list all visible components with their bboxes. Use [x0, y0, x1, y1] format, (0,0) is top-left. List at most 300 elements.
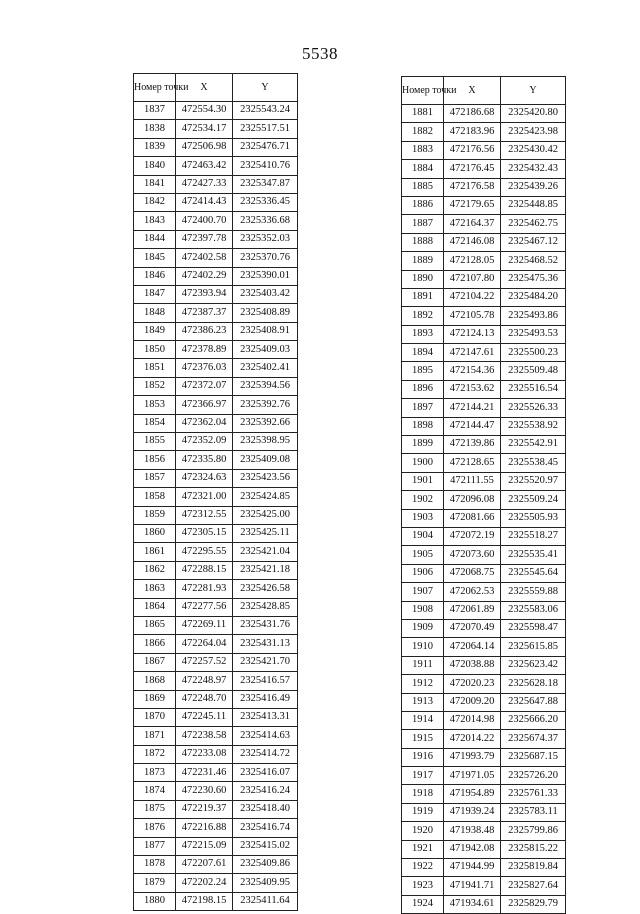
point-number-cell: 1894 — [402, 344, 444, 362]
table-row — [134, 616, 298, 634]
y-coordinate-cell: 2325545.64 — [501, 564, 566, 582]
y-coordinate-cell: 2325409.08 — [233, 451, 298, 469]
point-number-cell: 1890 — [402, 270, 444, 288]
table-row — [402, 105, 566, 123]
point-number-cell: 1839 — [134, 138, 176, 156]
x-coordinate-cell: 472295.55 — [176, 543, 233, 561]
x-coordinate-cell: 472248.97 — [176, 672, 233, 690]
y-coordinate-cell: 2325484.20 — [501, 288, 566, 306]
table-row — [402, 675, 566, 693]
table-row — [402, 399, 566, 417]
point-number-cell: 1909 — [402, 619, 444, 637]
point-number-cell: 1847 — [134, 285, 176, 303]
x-coordinate-cell: 471993.79 — [444, 748, 501, 766]
point-number-cell: 1848 — [134, 304, 176, 322]
table-row — [402, 509, 566, 527]
table-row — [134, 304, 298, 322]
y-coordinate-cell: 2325583.06 — [501, 601, 566, 619]
point-number-cell: 1900 — [402, 454, 444, 472]
point-number-cell: 1858 — [134, 488, 176, 506]
x-coordinate-cell: 472376.03 — [176, 359, 233, 377]
table-row — [402, 288, 566, 306]
y-coordinate-cell: 2325411.64 — [233, 892, 298, 910]
x-coordinate-cell: 472554.30 — [176, 102, 233, 120]
y-coordinate-cell: 2325598.47 — [501, 619, 566, 637]
header-point-number: Номер точки — [402, 77, 444, 105]
x-coordinate-cell: 472402.29 — [176, 267, 233, 285]
y-coordinate-cell: 2325425.11 — [233, 524, 298, 542]
y-coordinate-cell: 2325559.88 — [501, 583, 566, 601]
point-number-cell: 1838 — [134, 120, 176, 138]
x-coordinate-cell: 472378.89 — [176, 341, 233, 359]
table-row — [402, 527, 566, 545]
point-number-cell: 1846 — [134, 267, 176, 285]
table-row — [402, 638, 566, 656]
point-number-cell: 1850 — [134, 341, 176, 359]
point-number-cell: 1922 — [402, 859, 444, 877]
x-coordinate-cell: 471938.48 — [444, 822, 501, 840]
table-row — [134, 175, 298, 193]
table-row — [402, 803, 566, 821]
point-number-cell: 1889 — [402, 252, 444, 270]
x-coordinate-cell: 472128.65 — [444, 454, 501, 472]
table-row — [402, 840, 566, 858]
table-row — [134, 267, 298, 285]
point-number-cell: 1883 — [402, 141, 444, 159]
x-coordinate-cell: 471971.05 — [444, 767, 501, 785]
y-coordinate-cell: 2325687.15 — [501, 748, 566, 766]
table-row — [134, 800, 298, 818]
x-coordinate-cell: 472352.09 — [176, 433, 233, 451]
table-row — [402, 583, 566, 601]
y-coordinate-cell: 2325403.42 — [233, 285, 298, 303]
y-coordinate-cell: 2325424.85 — [233, 488, 298, 506]
y-coordinate-cell: 2325829.79 — [501, 895, 566, 913]
point-number-cell: 1853 — [134, 396, 176, 414]
y-coordinate-cell: 2325421.70 — [233, 653, 298, 671]
y-coordinate-cell: 2325623.42 — [501, 656, 566, 674]
point-number-cell: 1912 — [402, 675, 444, 693]
point-number-cell: 1895 — [402, 362, 444, 380]
point-number-cell: 1899 — [402, 436, 444, 454]
y-coordinate-cell: 2325448.85 — [501, 196, 566, 214]
table-row — [134, 230, 298, 248]
y-coordinate-cell: 2325423.56 — [233, 469, 298, 487]
point-number-cell: 1837 — [134, 102, 176, 120]
table-row — [134, 433, 298, 451]
y-coordinate-cell: 2325370.76 — [233, 249, 298, 267]
x-coordinate-cell: 472146.08 — [444, 233, 501, 251]
table-row — [134, 561, 298, 579]
table-row — [134, 874, 298, 892]
x-coordinate-cell: 472277.56 — [176, 598, 233, 616]
table-body-left — [134, 102, 298, 911]
table-row — [134, 856, 298, 874]
x-coordinate-cell: 472124.13 — [444, 325, 501, 343]
y-coordinate-cell: 2325815.22 — [501, 840, 566, 858]
x-coordinate-cell: 472321.00 — [176, 488, 233, 506]
table-row — [134, 837, 298, 855]
point-number-cell: 1870 — [134, 708, 176, 726]
point-number-cell: 1857 — [134, 469, 176, 487]
point-number-cell: 1877 — [134, 837, 176, 855]
x-coordinate-cell: 472393.94 — [176, 285, 233, 303]
table-row — [402, 748, 566, 766]
y-coordinate-cell: 2325538.92 — [501, 417, 566, 435]
x-coordinate-cell: 472186.68 — [444, 105, 501, 123]
header-x: X — [176, 74, 233, 102]
table-row — [402, 215, 566, 233]
point-number-cell: 1916 — [402, 748, 444, 766]
table-row — [134, 193, 298, 211]
table-row — [402, 785, 566, 803]
table-row — [402, 895, 566, 913]
point-number-cell: 1881 — [402, 105, 444, 123]
x-coordinate-cell: 472427.33 — [176, 175, 233, 193]
y-coordinate-cell: 2325421.18 — [233, 561, 298, 579]
point-number-cell: 1897 — [402, 399, 444, 417]
y-coordinate-cell: 2325431.76 — [233, 616, 298, 634]
y-coordinate-cell: 2325500.23 — [501, 344, 566, 362]
x-coordinate-cell: 472014.22 — [444, 730, 501, 748]
y-coordinate-cell: 2325415.02 — [233, 837, 298, 855]
x-coordinate-cell: 472202.24 — [176, 874, 233, 892]
y-coordinate-cell: 2325352.03 — [233, 230, 298, 248]
x-coordinate-cell: 472534.17 — [176, 120, 233, 138]
x-coordinate-cell: 472335.80 — [176, 451, 233, 469]
table-row — [402, 730, 566, 748]
y-coordinate-cell: 2325416.24 — [233, 782, 298, 800]
x-coordinate-cell: 471941.71 — [444, 877, 501, 895]
x-coordinate-cell: 472248.70 — [176, 690, 233, 708]
table-row — [402, 564, 566, 582]
x-coordinate-cell: 472073.60 — [444, 546, 501, 564]
x-coordinate-cell: 472164.37 — [444, 215, 501, 233]
point-number-cell: 1854 — [134, 414, 176, 432]
x-coordinate-cell: 472147.61 — [444, 344, 501, 362]
x-coordinate-cell: 472111.55 — [444, 472, 501, 490]
table-row — [134, 580, 298, 598]
x-coordinate-cell: 472064.14 — [444, 638, 501, 656]
y-coordinate-cell: 2325409.86 — [233, 856, 298, 874]
point-number-cell: 1868 — [134, 672, 176, 690]
y-coordinate-cell: 2325428.85 — [233, 598, 298, 616]
point-number-cell: 1841 — [134, 175, 176, 193]
table-row — [134, 120, 298, 138]
table-row — [402, 178, 566, 196]
x-coordinate-cell: 472038.88 — [444, 656, 501, 674]
table-row — [134, 138, 298, 156]
table-row — [402, 711, 566, 729]
x-coordinate-cell: 472068.75 — [444, 564, 501, 582]
y-coordinate-cell: 2325783.11 — [501, 803, 566, 821]
table-header-row — [402, 77, 566, 105]
point-number-cell: 1875 — [134, 800, 176, 818]
table-row — [402, 767, 566, 785]
point-number-cell: 1876 — [134, 819, 176, 837]
table-row — [134, 285, 298, 303]
point-number-cell: 1843 — [134, 212, 176, 230]
point-number-cell: 1860 — [134, 524, 176, 542]
point-number-cell: 1859 — [134, 506, 176, 524]
x-coordinate-cell: 472231.46 — [176, 764, 233, 782]
y-coordinate-cell: 2325392.66 — [233, 414, 298, 432]
point-number-cell: 1861 — [134, 543, 176, 561]
page-number: 5538 — [302, 44, 338, 63]
point-number-cell: 1891 — [402, 288, 444, 306]
point-number-cell: 1907 — [402, 583, 444, 601]
x-coordinate-cell: 472215.09 — [176, 837, 233, 855]
point-number-cell: 1873 — [134, 764, 176, 782]
table-row — [134, 157, 298, 175]
x-coordinate-cell: 472072.19 — [444, 527, 501, 545]
x-coordinate-cell: 472153.62 — [444, 380, 501, 398]
point-number-cell: 1871 — [134, 727, 176, 745]
point-number-cell: 1885 — [402, 178, 444, 196]
y-coordinate-cell: 2325416.74 — [233, 819, 298, 837]
y-coordinate-cell: 2325408.89 — [233, 304, 298, 322]
point-number-cell: 1920 — [402, 822, 444, 840]
x-coordinate-cell: 471934.61 — [444, 895, 501, 913]
table-row — [134, 690, 298, 708]
table-row — [134, 598, 298, 616]
x-coordinate-cell: 472105.78 — [444, 307, 501, 325]
y-coordinate-cell: 2325425.00 — [233, 506, 298, 524]
point-number-cell: 1864 — [134, 598, 176, 616]
point-number-cell: 1878 — [134, 856, 176, 874]
table-row — [134, 653, 298, 671]
y-coordinate-cell: 2325430.42 — [501, 141, 566, 159]
y-coordinate-cell: 2325402.41 — [233, 359, 298, 377]
point-number-cell: 1845 — [134, 249, 176, 267]
point-number-cell: 1893 — [402, 325, 444, 343]
table-row — [134, 708, 298, 726]
y-coordinate-cell: 2325628.18 — [501, 675, 566, 693]
point-number-cell: 1874 — [134, 782, 176, 800]
table-row — [402, 472, 566, 490]
table-row — [402, 344, 566, 362]
y-coordinate-cell: 2325674.37 — [501, 730, 566, 748]
point-number-cell: 1869 — [134, 690, 176, 708]
table-row — [134, 414, 298, 432]
x-coordinate-cell: 472386.23 — [176, 322, 233, 340]
point-number-cell: 1906 — [402, 564, 444, 582]
table-row — [134, 764, 298, 782]
table-row — [402, 877, 566, 895]
x-coordinate-cell: 472233.08 — [176, 745, 233, 763]
coordinates-table-right — [401, 76, 566, 914]
y-coordinate-cell: 2325493.86 — [501, 307, 566, 325]
table-row — [402, 196, 566, 214]
table-row — [402, 270, 566, 288]
y-coordinate-cell: 2325413.31 — [233, 708, 298, 726]
x-coordinate-cell: 472397.78 — [176, 230, 233, 248]
table-row — [134, 819, 298, 837]
y-coordinate-cell: 2325516.54 — [501, 380, 566, 398]
y-coordinate-cell: 2325423.98 — [501, 123, 566, 141]
table-row — [402, 417, 566, 435]
x-coordinate-cell: 472463.42 — [176, 157, 233, 175]
x-coordinate-cell: 471954.89 — [444, 785, 501, 803]
x-coordinate-cell: 472061.89 — [444, 601, 501, 619]
y-coordinate-cell: 2325467.12 — [501, 233, 566, 251]
y-coordinate-cell: 2325418.40 — [233, 800, 298, 818]
point-number-cell: 1865 — [134, 616, 176, 634]
y-coordinate-cell: 2325414.72 — [233, 745, 298, 763]
point-number-cell: 1917 — [402, 767, 444, 785]
x-coordinate-cell: 472324.63 — [176, 469, 233, 487]
table-row — [402, 307, 566, 325]
x-coordinate-cell: 472216.88 — [176, 819, 233, 837]
y-coordinate-cell: 2325392.76 — [233, 396, 298, 414]
x-coordinate-cell: 472014.98 — [444, 711, 501, 729]
table-row — [134, 396, 298, 414]
y-coordinate-cell: 2325347.87 — [233, 175, 298, 193]
y-coordinate-cell: 2325520.97 — [501, 472, 566, 490]
x-coordinate-cell: 472081.66 — [444, 509, 501, 527]
point-number-cell: 1905 — [402, 546, 444, 564]
y-coordinate-cell: 2325468.52 — [501, 252, 566, 270]
y-coordinate-cell: 2325414.63 — [233, 727, 298, 745]
point-number-cell: 1908 — [402, 601, 444, 619]
y-coordinate-cell: 2325505.93 — [501, 509, 566, 527]
table-row — [134, 249, 298, 267]
y-coordinate-cell: 2325543.24 — [233, 102, 298, 120]
coordinates-table-left — [133, 73, 298, 911]
table-row — [402, 601, 566, 619]
x-coordinate-cell: 472238.58 — [176, 727, 233, 745]
point-number-cell: 1866 — [134, 635, 176, 653]
table-row — [134, 672, 298, 690]
table-row — [402, 123, 566, 141]
y-coordinate-cell: 2325819.84 — [501, 859, 566, 877]
table-row — [402, 252, 566, 270]
y-coordinate-cell: 2325462.75 — [501, 215, 566, 233]
table-row — [134, 212, 298, 230]
table-row — [134, 102, 298, 120]
point-number-cell: 1902 — [402, 491, 444, 509]
table-row — [402, 859, 566, 877]
y-coordinate-cell: 2325476.71 — [233, 138, 298, 156]
x-coordinate-cell: 472372.07 — [176, 377, 233, 395]
y-coordinate-cell: 2325518.27 — [501, 527, 566, 545]
y-coordinate-cell: 2325420.80 — [501, 105, 566, 123]
table-row — [402, 233, 566, 251]
y-coordinate-cell: 2325509.48 — [501, 362, 566, 380]
x-coordinate-cell: 472207.61 — [176, 856, 233, 874]
table-row — [402, 656, 566, 674]
table-row — [402, 380, 566, 398]
x-coordinate-cell: 472245.11 — [176, 708, 233, 726]
point-number-cell: 1872 — [134, 745, 176, 763]
y-coordinate-cell: 2325416.07 — [233, 764, 298, 782]
point-number-cell: 1918 — [402, 785, 444, 803]
y-coordinate-cell: 2325509.24 — [501, 491, 566, 509]
point-number-cell: 1901 — [402, 472, 444, 490]
x-coordinate-cell: 472176.58 — [444, 178, 501, 196]
y-coordinate-cell: 2325394.56 — [233, 377, 298, 395]
y-coordinate-cell: 2325535.41 — [501, 546, 566, 564]
table-row — [134, 359, 298, 377]
point-number-cell: 1852 — [134, 377, 176, 395]
table-row — [134, 322, 298, 340]
y-coordinate-cell: 2325416.57 — [233, 672, 298, 690]
header-point-number: Номер точки — [134, 74, 176, 102]
y-coordinate-cell: 2325336.45 — [233, 193, 298, 211]
table-row — [134, 892, 298, 910]
point-number-cell: 1887 — [402, 215, 444, 233]
y-coordinate-cell: 2325409.95 — [233, 874, 298, 892]
x-coordinate-cell: 472366.97 — [176, 396, 233, 414]
point-number-cell: 1921 — [402, 840, 444, 858]
table-row — [134, 543, 298, 561]
x-coordinate-cell: 472402.58 — [176, 249, 233, 267]
x-coordinate-cell: 472154.36 — [444, 362, 501, 380]
point-number-cell: 1844 — [134, 230, 176, 248]
y-coordinate-cell: 2325726.20 — [501, 767, 566, 785]
point-number-cell: 1898 — [402, 417, 444, 435]
y-coordinate-cell: 2325615.85 — [501, 638, 566, 656]
point-number-cell: 1849 — [134, 322, 176, 340]
y-coordinate-cell: 2325410.76 — [233, 157, 298, 175]
table-row — [402, 160, 566, 178]
x-coordinate-cell: 472400.70 — [176, 212, 233, 230]
table-row — [402, 436, 566, 454]
y-coordinate-cell: 2325426.58 — [233, 580, 298, 598]
x-coordinate-cell: 472281.93 — [176, 580, 233, 598]
table-row — [402, 546, 566, 564]
y-coordinate-cell: 2325421.04 — [233, 543, 298, 561]
table-row — [402, 619, 566, 637]
table-row — [134, 745, 298, 763]
point-number-cell: 1862 — [134, 561, 176, 579]
x-coordinate-cell: 472179.65 — [444, 196, 501, 214]
point-number-cell: 1915 — [402, 730, 444, 748]
point-number-cell: 1923 — [402, 877, 444, 895]
y-coordinate-cell: 2325666.20 — [501, 711, 566, 729]
x-coordinate-cell: 471939.24 — [444, 803, 501, 821]
table-row — [134, 469, 298, 487]
x-coordinate-cell: 472219.37 — [176, 800, 233, 818]
y-coordinate-cell: 2325538.45 — [501, 454, 566, 472]
x-coordinate-cell: 471944.99 — [444, 859, 501, 877]
y-coordinate-cell: 2325799.86 — [501, 822, 566, 840]
table-row — [402, 822, 566, 840]
x-coordinate-cell: 472414.43 — [176, 193, 233, 211]
x-coordinate-cell: 472107.80 — [444, 270, 501, 288]
table-row — [402, 141, 566, 159]
x-coordinate-cell: 472070.49 — [444, 619, 501, 637]
y-coordinate-cell: 2325416.49 — [233, 690, 298, 708]
y-coordinate-cell: 2325431.13 — [233, 635, 298, 653]
point-number-cell: 1842 — [134, 193, 176, 211]
point-number-cell: 1924 — [402, 895, 444, 913]
x-coordinate-cell: 472096.08 — [444, 491, 501, 509]
point-number-cell: 1884 — [402, 160, 444, 178]
x-coordinate-cell: 472288.15 — [176, 561, 233, 579]
x-coordinate-cell: 471942.08 — [444, 840, 501, 858]
x-coordinate-cell: 472362.04 — [176, 414, 233, 432]
header-y: Y — [501, 77, 566, 105]
table-row — [134, 377, 298, 395]
point-number-cell: 1914 — [402, 711, 444, 729]
y-coordinate-cell: 2325398.95 — [233, 433, 298, 451]
x-coordinate-cell: 472020.23 — [444, 675, 501, 693]
point-number-cell: 1880 — [134, 892, 176, 910]
table-row — [134, 341, 298, 359]
x-coordinate-cell: 472269.11 — [176, 616, 233, 634]
x-coordinate-cell: 472176.56 — [444, 141, 501, 159]
